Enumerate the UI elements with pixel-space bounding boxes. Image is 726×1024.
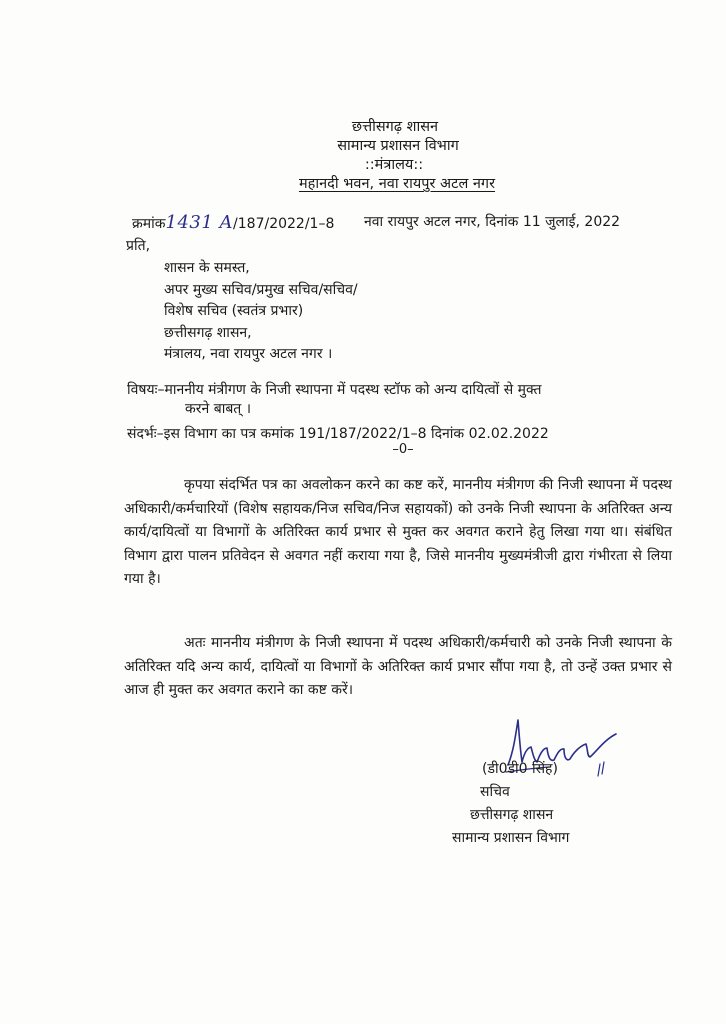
signatory-government: छत्तीसगढ़ शासन bbox=[470, 807, 554, 823]
reference-row bbox=[132, 212, 672, 233]
signatory-department: सामान्य प्रशासन विभाग bbox=[452, 830, 570, 846]
handwritten-reference-number: 1431 A bbox=[165, 212, 234, 233]
letterhead-office: ::मंत्रालय:: bbox=[364, 157, 424, 173]
subject-continuation: करने बाबत् । bbox=[185, 401, 252, 417]
addressee-line: मंत्रालय, नवा रायपुर अटल नगर । bbox=[164, 346, 333, 363]
subject-line: विषयः–माननीय मंत्रीगण के निजी स्थापना में पदस्थ स्टॉफ को अन्य दायित्वों से मुक्त bbox=[127, 382, 542, 398]
addressee-block bbox=[164, 258, 358, 366]
place-and-date: नवा रायपुर अटल नगर, दिनांक 11 जुलाई, 2022 bbox=[364, 214, 621, 230]
body-paragraph-2: अतः माननीय मंत्रीगण के निजी स्थापना में पदस्थ अधिकारी/कर्मचारी को उनके निजी स्थापना के अतिरिक्त यदि अन्य कार्य, दायित्वों या विभागों के अतिरिक्त कार्य प्रभार सौंपा गया है, तो उन्हें उक्त प्रभार से आज ही मुक्त कर अवगत कराने का कष्ट करें। bbox=[124, 635, 672, 699]
addressee-line: शासन के समस्त, bbox=[164, 260, 250, 276]
addressee-line: अपर मुख्य सचिव/प्रमुख सचिव/सचिव/ bbox=[164, 281, 358, 298]
separator: –0– bbox=[392, 442, 414, 457]
subject bbox=[127, 381, 673, 419]
body-paragraph-1: कृपया संदर्भित पत्र का अवलोकन करने का कष्ट करें, माननीय मंत्रीगण की निजी स्थापना में पदस्थ अधिकारी/कर्मचारियों (विशेष सहायक/निज सचिव/निज सहायकों) को उनके निजी स्थापना के अतिरिक्त अन्य कार्य/दायित्वों या विभागों के अतिरिक्त कार्य प्रभार से मुक्त कर अवगत कराने हेतु लिखा गया था। संबंधित विभाग द्वारा पालन प्रतिवेदन से अवगत नहीं कराया गया है, जिसे माननीय मुख्यमंत्रीजी द्वारा गंभीरता से लिया गया है। bbox=[124, 477, 672, 588]
letterhead-government: छत्तीसगढ़ शासन bbox=[351, 119, 439, 135]
letterhead-department: सामान्य प्रशासन विभाग bbox=[337, 138, 459, 154]
addressee-line: छत्तीसगढ़ शासन, bbox=[164, 324, 252, 341]
letterhead bbox=[0, 118, 726, 194]
signatory-block bbox=[452, 758, 569, 850]
to-label: प्रति, bbox=[126, 238, 151, 254]
signatory-name: (डी0डी0 सिंह) bbox=[482, 761, 558, 777]
reference-label: क्रमांक bbox=[132, 216, 166, 232]
letterhead-address: महानदी भवन, नवा रायपुर अटल नगर bbox=[298, 176, 496, 192]
addressee-line: विशेष सचिव (स्वतंत्र प्रभार) bbox=[164, 303, 304, 320]
reference-line: संदर्भः–इस विभाग का पत्र कमांक 191/187/2022/1–8 दिनांक 02.02.2022 bbox=[127, 426, 549, 442]
reference-number: /187/2022/1–8 bbox=[233, 216, 335, 232]
signatory-designation: सचिव bbox=[480, 784, 510, 800]
